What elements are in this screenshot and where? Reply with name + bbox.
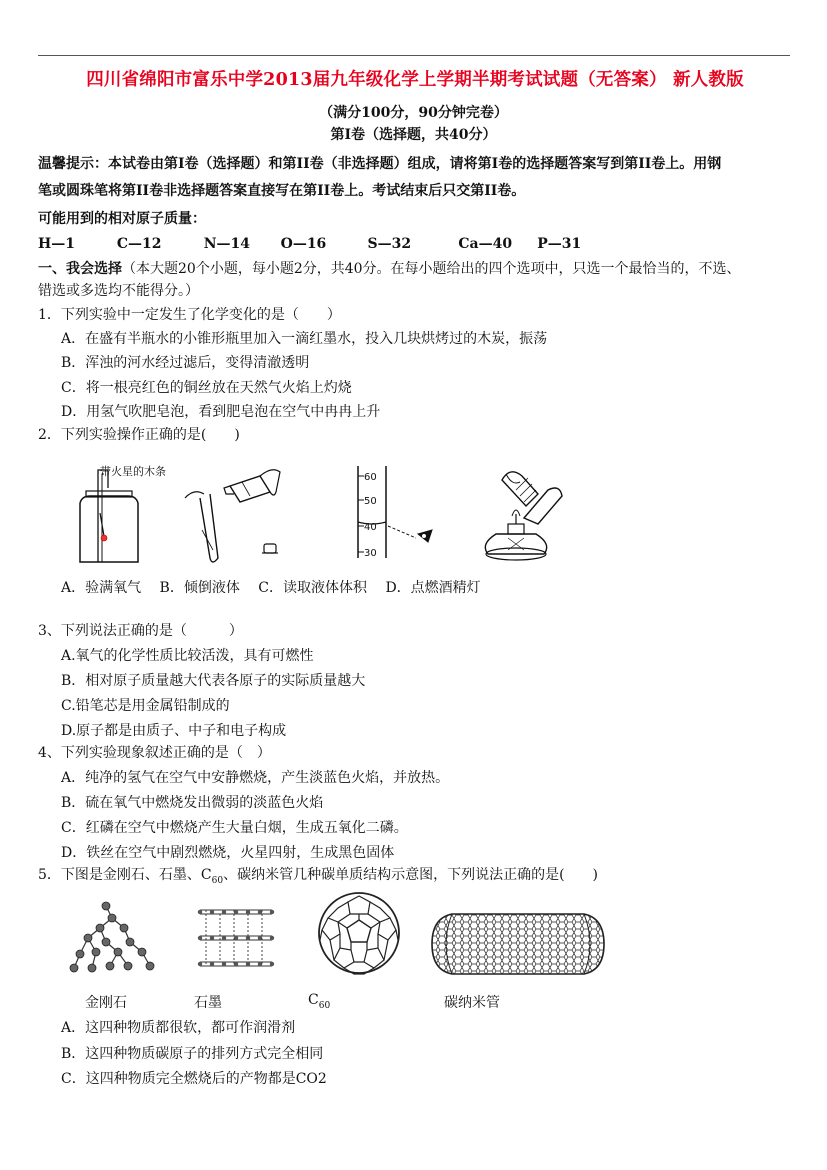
label-graphite: 石墨 <box>194 995 222 1011</box>
volume-heading: 第I卷（选择题，共40分） <box>330 127 497 143</box>
q2-options: A．验满氧气 B．倾倒液体 C．读取液体体积 D．点燃酒精灯 <box>61 580 481 596</box>
section-intro-text: （本大题20个小题，每小题2分，共40分。在每小题给出的四个选项中，只选一个最恰当的，不选、 <box>122 261 741 277</box>
q2-stem: 2．下列实验操作正确的是( ) <box>38 427 240 443</box>
q1-option-d: D．用氢气吹肥皂泡，看到肥皂泡在空气中冉冉上升 <box>61 404 381 420</box>
cylinder-tick-60: 60 <box>364 472 377 483</box>
label-c60-text: C <box>308 992 319 1008</box>
q2-figure-c-cylinder <box>348 462 448 562</box>
mass-s: S—32 <box>367 236 412 252</box>
section-intro-line-2: 错选或多选均不能得分。） <box>38 283 199 299</box>
atomic-mass-label: 可能用到的相对原子质量： <box>38 211 206 227</box>
mass-n: N—14 <box>203 236 251 252</box>
cylinder-tick-40: 40 <box>364 522 377 533</box>
q4-option-a: A．纯净的氢气在空气中安静燃烧，产生淡蓝色火焰，并放热。 <box>61 770 450 786</box>
q2-figure-d-alcohol-lamp <box>466 458 576 568</box>
q3-option-c: C.铅笔芯是用金属铅制成的 <box>61 698 230 714</box>
c60-structure-figure <box>314 888 404 978</box>
q1-option-a: A．在盛有半瓶水的小锥形瓶里加入一滴红墨水，投入几块烘烤过的木炭，振荡 <box>61 331 548 347</box>
carbon-nanotube-figure <box>430 908 606 980</box>
q2-splint-label: 带火星的木条 <box>100 465 166 478</box>
section-intro <box>38 258 741 278</box>
q5-stem-after: 、碳纳米管几种碳单质结构示意图，下列说法正确的是( ) <box>223 867 599 883</box>
q3-option-d: D.原子都是由质子、中子和电子构成 <box>61 723 287 739</box>
q5-stem-sub: 60 <box>211 875 224 886</box>
graphite-structure-figure <box>196 900 276 976</box>
diamond-structure-figure <box>66 896 162 978</box>
q4-option-c: C．红磷在空气中燃烧产生大量白烟，生成五氧化二磷。 <box>61 820 408 836</box>
mass-h: H—1 <box>38 236 75 252</box>
q1-option-c: C．将一根亮红色的铜丝放在天然气火焰上灼烧 <box>61 380 352 396</box>
mass-ca: Ca—40 <box>458 236 513 252</box>
mass-o: O—16 <box>280 236 327 252</box>
q1-stem: 1．下列实验中一定发生了化学变化的是（ ） <box>38 307 341 323</box>
label-c60 <box>308 992 330 1011</box>
q3-stem: 3、下列说法正确的是（ ） <box>38 623 243 639</box>
label-c60-sub: 60 <box>318 1000 331 1011</box>
q5-option-a: A．这四种物质都很软，都可作润滑剂 <box>61 1020 296 1036</box>
q1-option-b: B．浑浊的河水经过滤后，变得清澈透明 <box>61 355 310 371</box>
q2-figure-a-bottle <box>70 458 180 568</box>
q5-stem-before: 5．下图是金刚石、石墨、C <box>38 867 212 883</box>
section-heading: 一、我会选择 <box>38 261 122 277</box>
exam-title: 四川省绵阳市富乐中学2013届九年级化学上学期半期考试试题（无答案） 新人教版 <box>86 70 744 90</box>
mass-c: C—12 <box>116 236 162 252</box>
atomic-mass-list <box>38 236 581 252</box>
cylinder-tick-50: 50 <box>364 496 377 507</box>
q5-stem <box>38 864 598 886</box>
mass-p: P—31 <box>537 236 582 252</box>
label-nanotube: 碳纳米管 <box>444 995 500 1011</box>
q4-option-d: D．铁丝在空气中剧烈燃烧，火星四射，生成黑色固体 <box>61 845 395 861</box>
q4-option-b: B．硫在氧气中燃烧发出微弱的淡蓝色火焰 <box>61 795 324 811</box>
notice-line-2: 笔或圆珠笔将第II卷非选择题答案直接写在第II卷上。考试结束后只交第II卷。 <box>38 183 526 199</box>
score-time-note: （满分100分，90分钟完卷） <box>319 105 508 121</box>
q3-option-a: A.氧气的化学性质比较活泼，具有可燃性 <box>61 648 314 664</box>
header-rule <box>38 55 790 56</box>
q4-stem: 4、下列实验现象叙述正确的是（ ） <box>38 745 271 761</box>
q3-option-b: B．相对原子质量越大代表各原子的实际质量越大 <box>61 673 366 689</box>
q5-option-c: C．这四种物质完全燃烧后的产物都是CO2 <box>61 1071 327 1087</box>
notice-line-1: 温馨提示：本试卷由第I卷（选择题）和第II卷（非选择题）组成，请将第I卷的选择题答案写到第II卷上。用钢 <box>38 156 722 172</box>
label-diamond: 金刚石 <box>85 995 127 1011</box>
cylinder-tick-30: 30 <box>364 548 377 559</box>
q2-figure-b-pouring <box>180 458 285 568</box>
q5-option-b: B．这四种物质碳原子的排列方式完全相同 <box>61 1046 324 1062</box>
